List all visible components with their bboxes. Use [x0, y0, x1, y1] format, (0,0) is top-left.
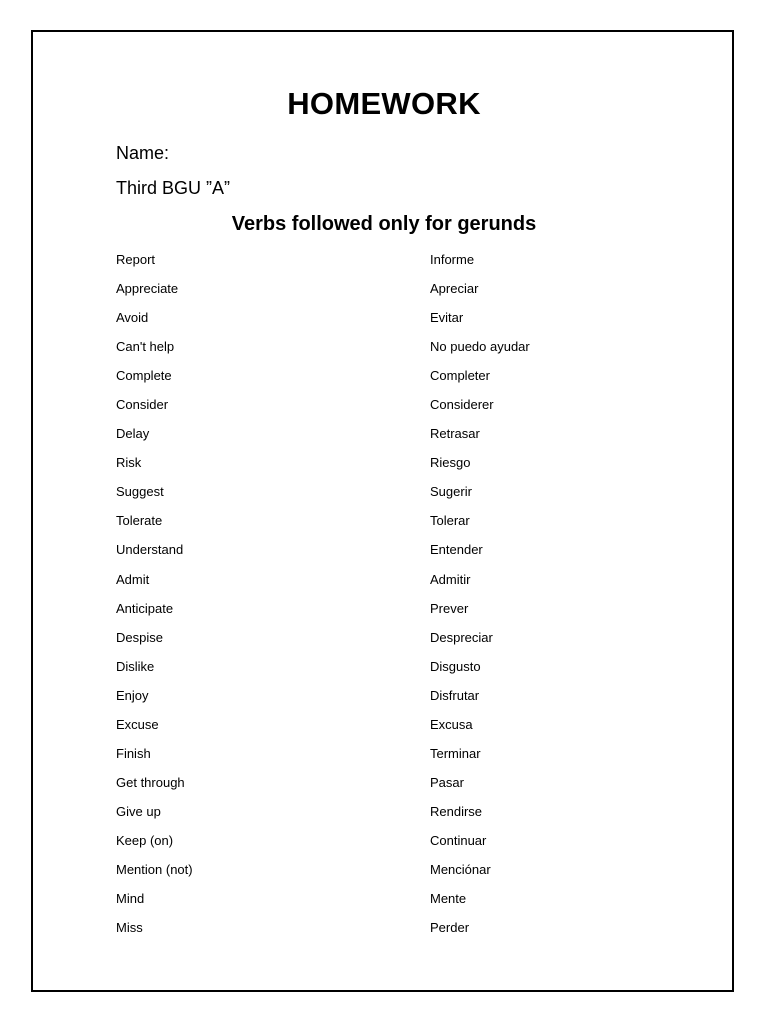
document-title: HOMEWORK — [287, 86, 481, 121]
verb-spanish: Prever — [430, 600, 469, 616]
verb-english: Avoid — [116, 310, 149, 326]
verb-english: Complete — [116, 368, 172, 384]
verb-spanish: Riesgo — [430, 455, 471, 471]
verb-english: Understand — [116, 542, 184, 558]
verb-spanish: Informe — [430, 252, 475, 267]
verb-row — [116, 509, 676, 538]
verb-row — [116, 655, 676, 684]
verb-english: Miss — [116, 920, 143, 936]
class-label: Third BGU ”A” — [116, 178, 231, 198]
verb-row — [116, 684, 676, 713]
verb-row — [116, 887, 676, 916]
verb-english: Enjoy — [116, 687, 149, 703]
verb-english: Delay — [116, 426, 150, 442]
verb-english: Give up — [116, 803, 161, 819]
verb-spanish: Admitir — [430, 571, 471, 587]
verb-spanish: Sugerir — [430, 484, 472, 500]
verb-english: Excuse — [116, 716, 159, 732]
verb-english: Mind — [116, 891, 145, 907]
verb-spanish: Continuar — [430, 832, 487, 848]
verb-row — [116, 800, 676, 829]
verb-english: Finish — [116, 745, 151, 761]
verb-spanish: Mente — [430, 891, 467, 907]
verb-spanish: No puedo ayudar — [430, 339, 530, 355]
verb-english: Mention (not) — [116, 861, 193, 877]
verb-row — [116, 626, 676, 655]
verb-row — [116, 451, 676, 480]
verb-spanish: Tolerar — [430, 513, 470, 529]
verb-list — [116, 248, 676, 945]
verb-english: Anticipate — [116, 600, 174, 616]
verb-spanish: Retrasar — [430, 426, 480, 442]
verb-row — [116, 277, 676, 306]
verb-row — [116, 538, 676, 567]
verb-spanish: Menciónar — [430, 861, 491, 877]
verb-spanish: Completer — [430, 368, 490, 384]
verb-spanish: Despreciar — [430, 629, 493, 645]
verb-row — [116, 393, 676, 422]
verb-english: Appreciate — [116, 281, 179, 297]
verb-row — [116, 829, 676, 858]
verb-spanish: Terminar — [430, 745, 481, 761]
verb-english: Keep (on) — [116, 832, 174, 848]
verb-row — [116, 742, 676, 771]
section-heading: Verbs followed only for gerunds — [231, 213, 537, 235]
verb-spanish: Entender — [430, 542, 483, 558]
verb-english: Get through — [116, 774, 185, 790]
verb-english: Report — [116, 252, 156, 267]
verb-row — [116, 335, 676, 364]
verb-row — [116, 422, 676, 451]
verb-spanish: Evitar — [430, 310, 464, 326]
verb-row — [116, 916, 676, 945]
verb-row — [116, 771, 676, 800]
verb-row — [116, 858, 676, 887]
verb-spanish: Considerer — [430, 397, 494, 413]
verb-english: Tolerate — [116, 513, 163, 529]
verb-english: Can't help — [116, 339, 175, 355]
verb-spanish: Perder — [430, 920, 470, 936]
verb-english: Risk — [116, 455, 142, 471]
verb-spanish: Pasar — [430, 774, 464, 790]
verb-row — [116, 597, 676, 626]
name-label: Name: — [116, 143, 170, 163]
verb-row — [116, 248, 676, 277]
verb-row — [116, 306, 676, 335]
verb-row — [116, 364, 676, 393]
verb-spanish: Apreciar — [430, 281, 479, 297]
verb-spanish: Rendirse — [430, 803, 483, 819]
verb-english: Despise — [116, 629, 163, 645]
verb-row — [116, 568, 676, 597]
verb-english: Dislike — [116, 658, 155, 674]
verb-english: Admit — [116, 571, 150, 587]
verb-spanish: Disgusto — [430, 658, 481, 674]
verb-english: Suggest — [116, 484, 164, 500]
verb-spanish: Excusa — [430, 716, 473, 732]
verb-row — [116, 480, 676, 509]
verb-spanish: Disfrutar — [430, 687, 480, 703]
verb-row — [116, 713, 676, 742]
verb-english: Consider — [116, 397, 169, 413]
